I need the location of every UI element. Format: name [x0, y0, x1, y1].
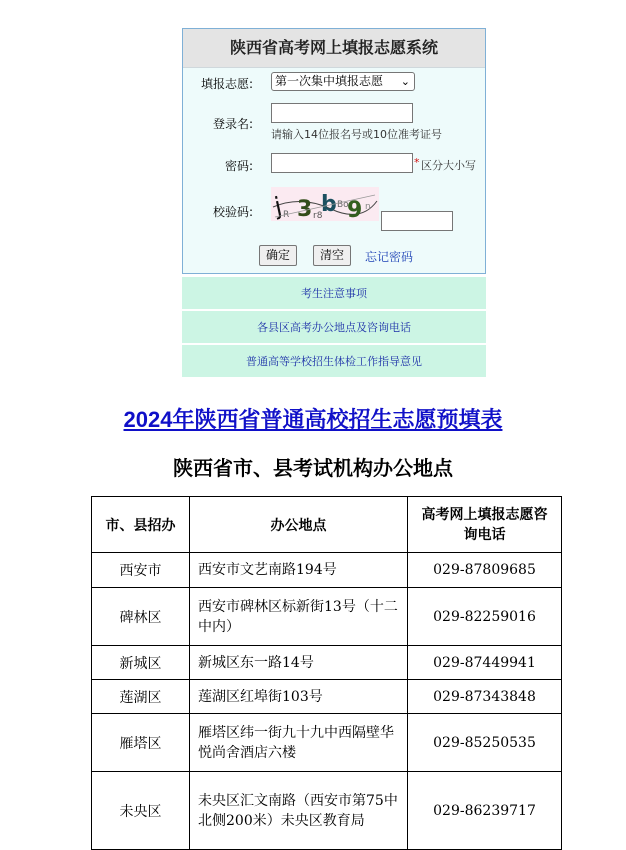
cell-phone: 029-87449941 [408, 646, 562, 680]
cell-district: 未央区 [92, 772, 190, 850]
offices-table [91, 496, 562, 850]
username-hint: 请输入14位报名号或10位准考证号 [271, 128, 442, 141]
nav-link-health-check[interactable]: 普通高等学校招生体检工作指导意见 [182, 344, 486, 377]
cell-district: 莲湖区 [92, 680, 190, 714]
fill-label: 填报志愿: [200, 77, 253, 91]
header-phone: 高考网上填报志愿咨询电话 [408, 497, 562, 553]
svg-text:n: n [365, 202, 371, 212]
header-address: 办公地点 [190, 497, 408, 553]
cell-district: 雁塔区 [92, 714, 190, 772]
cell-address: 未央区汇文南路（西安市第75中北侧200米）未央区教育局 [190, 772, 408, 850]
svg-text:R: R [283, 210, 290, 220]
forgot-password-link[interactable]: 忘记密码 [365, 250, 414, 264]
cell-address: 西安市碑林区标新街13号（十二中内） [190, 588, 408, 646]
cell-address: 莲湖区红埠街103号 [190, 680, 408, 714]
password-label: 密码: [224, 159, 253, 173]
table-row [92, 553, 562, 588]
login-panel [182, 28, 486, 274]
cell-phone: 029-87343848 [408, 680, 562, 714]
captcha-image [271, 187, 379, 221]
password-input[interactable] [271, 153, 413, 173]
table-row [92, 588, 562, 646]
table-row [92, 772, 562, 850]
clear-button[interactable]: 清空 [313, 245, 351, 266]
cell-district: 新城区 [92, 646, 190, 680]
nav-link-notice[interactable]: 考生注意事项 [182, 276, 486, 309]
captcha-label: 校验码: [212, 205, 253, 219]
cell-phone: 029-85250535 [408, 714, 562, 772]
fill-select[interactable] [271, 72, 415, 91]
svg-text:9: 9 [347, 198, 363, 221]
required-mark: * [414, 156, 420, 169]
cell-address: 雁塔区纬一街九十九中西隔壁华悦尚舍酒店六楼 [190, 714, 408, 772]
svg-text:r8: r8 [313, 211, 323, 221]
cell-district: 西安市 [92, 553, 190, 588]
confirm-button[interactable]: 确定 [259, 245, 297, 266]
svg-text:Bo: Bo [337, 200, 349, 210]
table-header-row [92, 497, 562, 553]
subheading: 陕西省市、县考试机构办公地点 [173, 456, 453, 480]
captcha-input[interactable] [381, 211, 453, 231]
cell-phone: 029-86239717 [408, 772, 562, 850]
heading-link[interactable]: 2024年陕西省普通高校招生志愿预填表 [123, 407, 503, 432]
nav-link-offices[interactable]: 各县区高考办公地点及咨询电话 [182, 310, 486, 343]
table-row [92, 680, 562, 714]
cell-address: 新城区东一路14号 [190, 646, 408, 680]
panel-title: 陕西省高考网上填报志愿系统 [183, 29, 485, 68]
cell-district: 碑林区 [92, 588, 190, 646]
svg-text:b: b [321, 192, 337, 217]
header-district: 市、县招办 [92, 497, 190, 553]
table-row [92, 646, 562, 680]
fill-select-value: 第一次集中填报志愿 [275, 74, 384, 88]
cell-phone: 029-82259016 [408, 588, 562, 646]
username-label: 登录名: [212, 117, 253, 131]
username-input[interactable] [271, 103, 413, 123]
password-hint: 区分大小写 [421, 159, 476, 172]
cell-address: 西安市文艺南路194号 [190, 553, 408, 588]
svg-text:j: j [271, 191, 285, 221]
svg-text:3: 3 [297, 197, 313, 221]
chevron-down-icon: ⌄ [400, 75, 410, 88]
table-row [92, 714, 562, 772]
cell-phone: 029-87809685 [408, 553, 562, 588]
